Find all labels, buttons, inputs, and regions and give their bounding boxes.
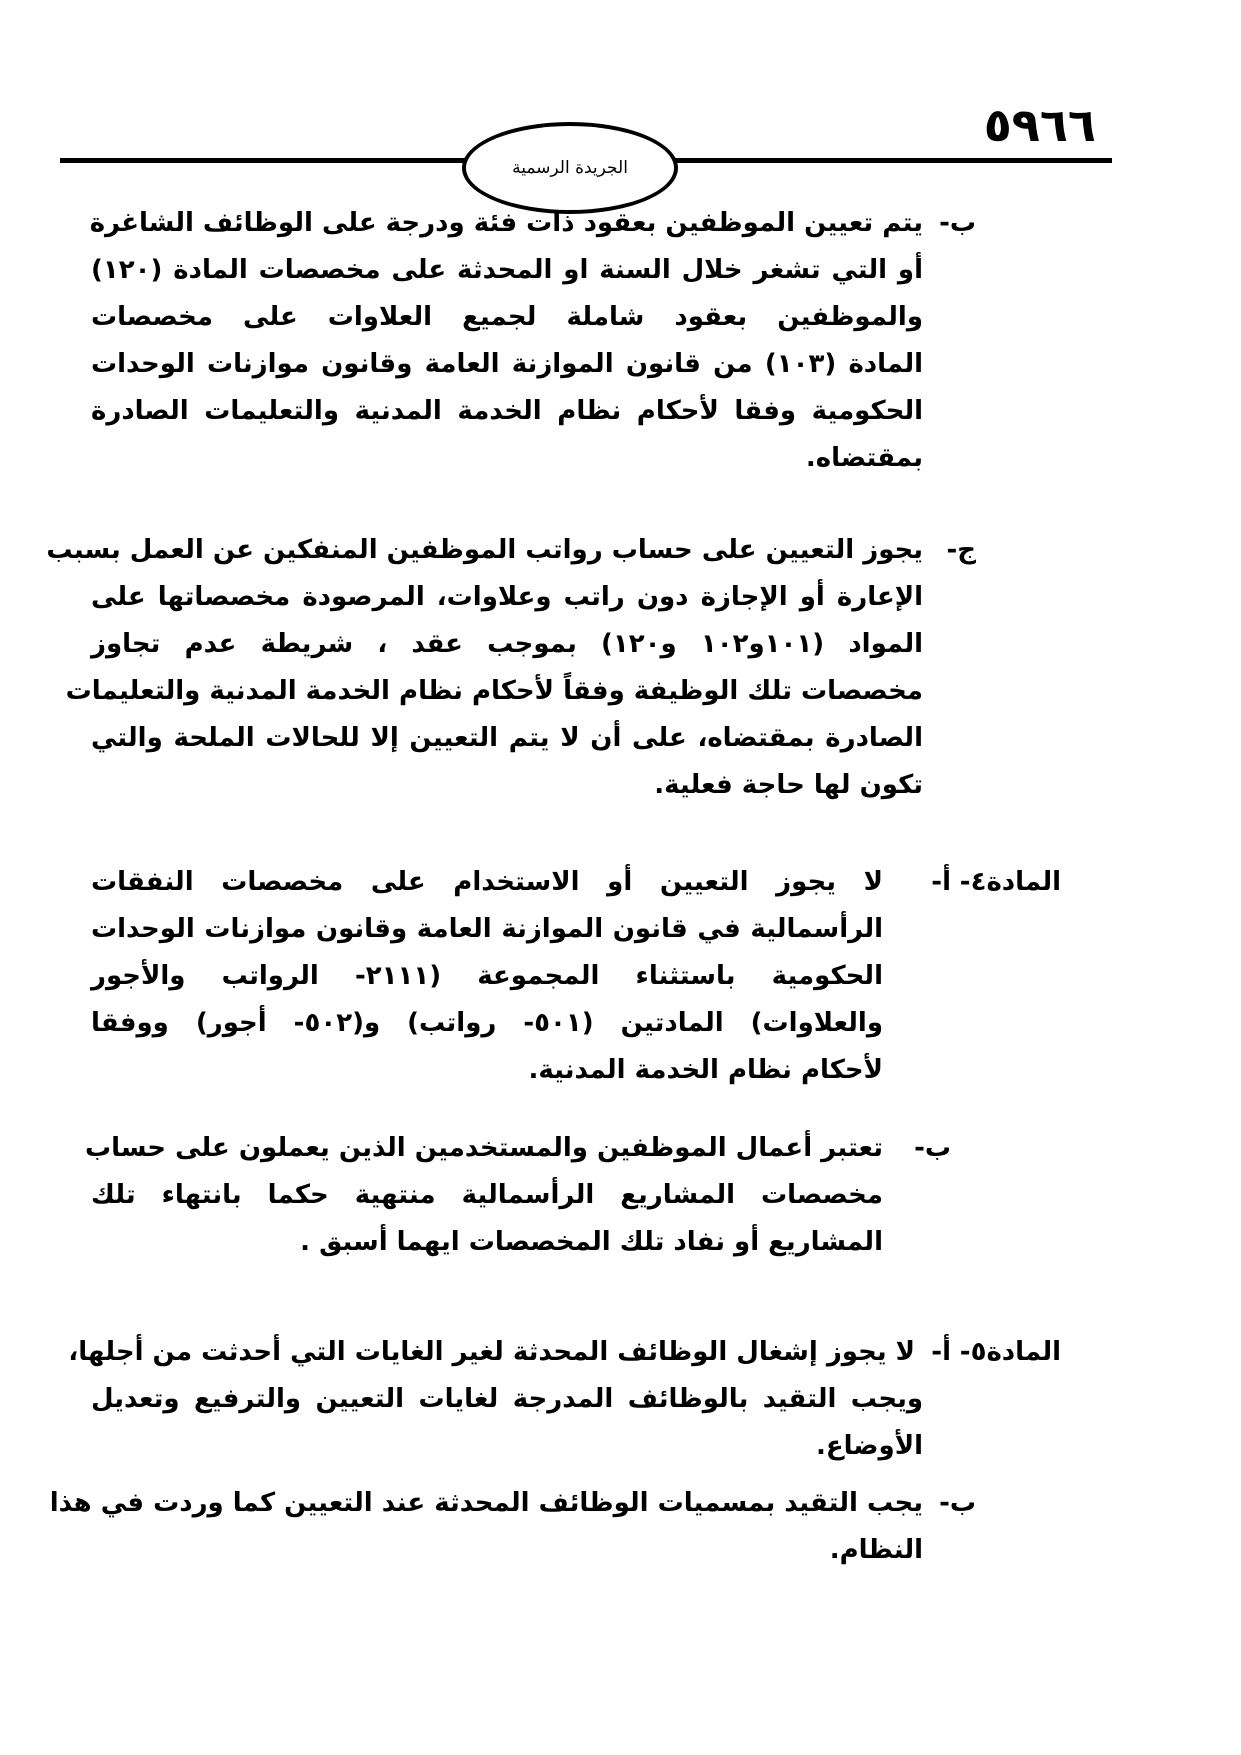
para-b1-line: أو التي تشغر خلال السنة او المحدثة على مخصصات المادة (١٢٠)	[91, 255, 923, 285]
para-b1-line: بمقتضاه.	[805, 443, 923, 473]
para-c-line: الصادرة بمقتضاه، على أن لا يتم التعيين إلا للحالات الملحة والتي	[91, 723, 923, 753]
article5-a-first	[68, 1337, 915, 1377]
para-c	[46, 535, 923, 855]
article5-a-line: لا يجوز إشغال الوظائف المحدثة لغير الغايات التي أحدثت من أجلها،	[68, 1337, 915, 1367]
article5-a-marker: أ-	[931, 1337, 951, 1367]
article5-a-rest	[91, 1384, 923, 1484]
article4-b	[84, 1133, 883, 1283]
article4-a-line: والعلاوات) المادتين (٥٠١- رواتب) و(٥٠٢- أجور) ووفقا	[91, 1008, 883, 1038]
article5-b	[49, 1488, 923, 1588]
article4-a-line: لأحكام نظام الخدمة المدنية.	[528, 1055, 883, 1085]
article5-a-line: ويجب التقيد بالوظائف المدرجة لغايات التعيين والترفيع وتعديل	[91, 1384, 923, 1414]
para-b1-marker: ب-	[939, 208, 976, 238]
para-b1-line: الحكومية وفقا لأحكام نظام الخدمة المدنية والتعليمات الصادرة	[91, 396, 923, 426]
para-b1-line: والموظفين بعقود شاملة لجميع العلاوات على مخصصات	[91, 302, 923, 332]
para-c-line: مخصصات تلك الوظيفة وفقاً لأحكام نظام الخدمة المدنية والتعليمات	[65, 676, 923, 706]
para-c-line: تكون لها حاجة فعلية.	[654, 770, 923, 800]
article4-a-line: الرأسمالية في قانون الموازنة العامة وقانون موازنات الوحدات	[91, 914, 883, 944]
article4-b-marker: ب-	[914, 1133, 951, 1163]
article5-a-line: الأوضاع.	[816, 1431, 923, 1461]
article4-b-line: تعتبر أعمال الموظفين والمستخدمين الذين يعملون على حساب	[84, 1133, 883, 1163]
article4-b-line: المشاريع أو نفاد تلك المخصصات ايهما أسبق .	[300, 1227, 883, 1257]
para-b1-line: المادة (١٠٣) من قانون الموازنة العامة وقانون موازنات الوحدات	[91, 349, 923, 379]
article4-b-line: مخصصات المشاريع الرأسمالية منتهية حكما بانتهاء تلك	[91, 1180, 883, 1210]
para-c-line: يجوز التعيين على حساب رواتب الموظفين المنفكين عن العمل بسبب	[46, 535, 923, 565]
article5-b-line: يجب التقيد بمسميات الوظائف المحدثة عند التعيين كما وردت في هذا	[49, 1488, 923, 1518]
article4-label: المادة٤-	[959, 867, 1061, 897]
page-number: ٥٩٦٦	[983, 98, 1096, 152]
article4-a-line: لا يجوز التعيين أو الاستخدام على مخصصات النفقات	[91, 867, 883, 897]
article5-b-line: النظام.	[829, 1535, 923, 1565]
gazette-title-oval	[462, 122, 678, 214]
article4-a	[91, 867, 883, 1117]
para-c-line: الإعارة أو الإجازة دون راتب وعلاوات، المرصودة مخصصاتها على	[91, 582, 923, 612]
para-b1	[91, 208, 923, 528]
para-b1-line: يتم تعيين الموظفين بعقود ذات فئة ودرجة على الوظائف الشاغرة	[89, 208, 923, 238]
gazette-title: الجريدة الرسمية	[512, 158, 628, 178]
para-c-marker: ج-	[946, 535, 976, 565]
article4-a-line: الحكومية باستثناء المجموعة (٢١١١- الرواتب والأجور	[91, 961, 883, 991]
article4-a-marker: أ-	[931, 867, 951, 897]
article5-label: المادة٥-	[959, 1337, 1061, 1367]
para-c-line: المواد (١٠١و١٠٢ و١٢٠) بموجب عقد ، شريطة عدم تجاوز	[91, 629, 923, 659]
article5-b-marker: ب-	[939, 1488, 976, 1518]
